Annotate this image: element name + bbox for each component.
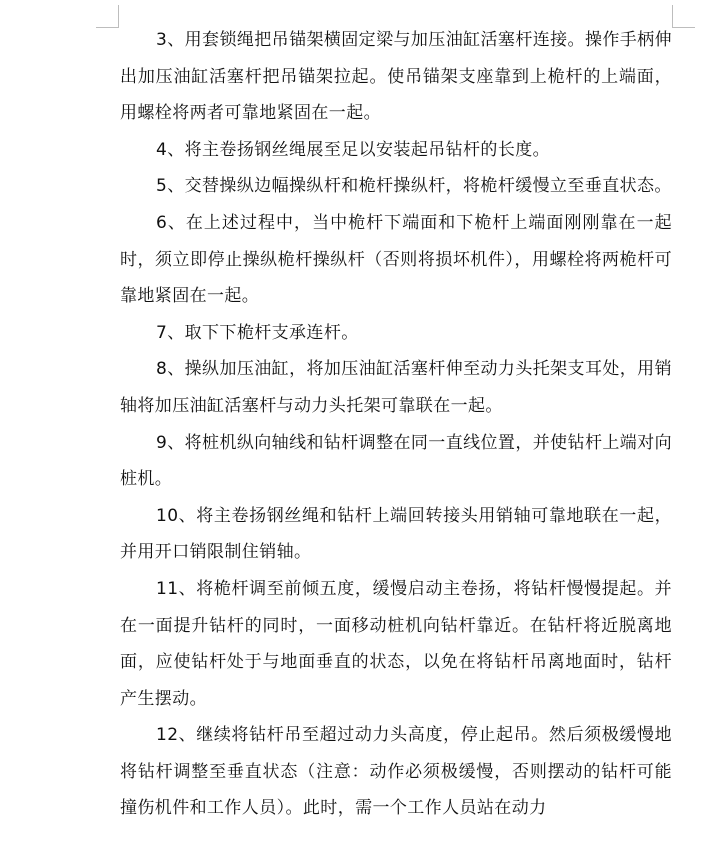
paragraph-step-11: 11、将桅杆调至前倾五度，缓慢启动主卷扬，将钻杆慢慢提起。并在一面提升钻杆的同时，一面移动桩机向钻杆靠近。在钻杆将近脱离地面，应使钻杆处于与地面垂直的状态，以免在将钻杆吊离地面时，钻杆产生摆动。 xyxy=(120,578,672,709)
paragraph-step-6: 6、在上述过程中，当中桅杆下端面和下桅杆上端面刚刚靠在一起时，须立即停止操纵桅杆操纵杆（否则将损坏机件），用螺栓将两桅杆可靠地紧固在一起。 xyxy=(120,212,672,307)
paragraph-step-4: 4、将主卷扬钢丝绳展至足以安装起吊钻杆的长度。 xyxy=(156,139,551,160)
paragraph-step-8: 8、操纵加压油缸，将加压油缸活塞杆伸至动力头托架支耳处，用销轴将加压油缸活塞杆与动力头托架可靠联在一起。 xyxy=(120,359,672,416)
paragraph-step-5: 5、交替操纵边幅操纵杆和桅杆操纵杆，将桅杆缓慢立至垂直状态。 xyxy=(156,176,672,197)
paragraph-step-3: 3、用套锁绳把吊锚架横固定梁与加压油缸活塞杆连接。操作手柄伸出加压油缸活塞杆把吊锚架拉起。使吊锚架支座靠到上桅杆的上端面，用螺栓将两者可靠地紧固在一起。 xyxy=(120,30,672,124)
paragraph-step-12: 12、继续将钻杆吊至超过动力头高度，停止起吊。然后须极缓慢地将钻杆调整至垂直状态（注意：动作必须极缓慢，否则摆动的钻杆可能撞伤机件和工作人员）。此时，需一个工作人员站在动力 xyxy=(120,725,672,819)
margin-corner-mark-top-left xyxy=(96,5,119,28)
paragraph-step-10: 10、将主卷扬钢丝绳和钻杆上端回转接头用销轴可靠地联在一起，并用开口销限制住销轴。 xyxy=(120,505,672,563)
paragraph-step-9: 9、将桩机纵向轴线和钻杆调整在同一直线位置，并使钻杆上端对向桩机。 xyxy=(120,432,672,490)
margin-corner-mark-top-right xyxy=(672,5,695,28)
paragraph-step-7: 7、取下下桅杆支承连杆。 xyxy=(156,322,359,343)
document-body xyxy=(120,22,672,827)
